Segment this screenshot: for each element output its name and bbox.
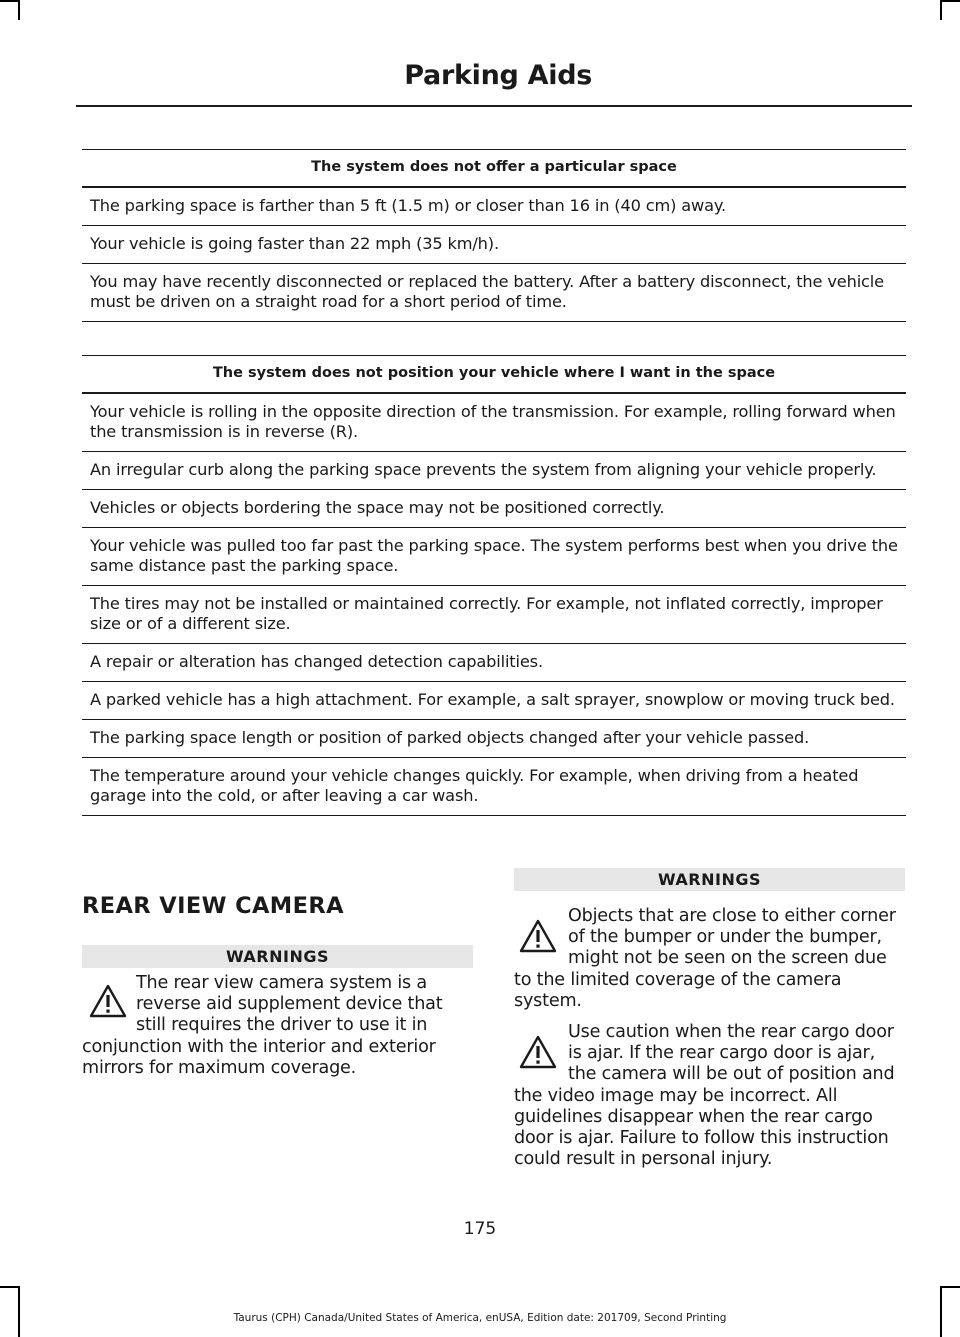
warning-text: Objects that are close to either corner of the bumper or under the bumper, might not be seen on the screen due to the limited coverage of the camera system. [514, 906, 896, 1011]
table-heading: The system does not offer a particular space [82, 150, 906, 188]
crop-mark [0, 1286, 20, 1288]
table-heading: The system does not position your vehicle where I want in the space [82, 356, 906, 394]
warning-item [514, 906, 906, 1012]
table-cell: A parked vehicle has a high attachment. For example, a salt sprayer, snowplow or moving truck bed. [82, 682, 906, 720]
table-cell: Your vehicle is rolling in the opposite direction of the transmission. For example, rolling forward when the transmission is in reverse (R). [90, 402, 896, 441]
table-row [82, 393, 906, 452]
footer-edition-info: Taurus (CPH) Canada/United States of America, enUSA, Edition date: 201709, Second Printing [233, 1312, 727, 1324]
table-row [82, 187, 906, 226]
warning-triangle-icon [518, 918, 558, 954]
warning-text-body: The rear view camera system is a reverse aid supplement device that still requires the driver to use it in conjunction with the interior and exterior mirrors for maximum coverage. [82, 973, 443, 1078]
table-cell: Vehicles or objects bordering the space may not be positioned correctly. [82, 490, 906, 528]
page-title: Parking Aids [404, 60, 592, 91]
warnings-label: WARNINGS [82, 945, 473, 968]
warning-item [514, 1022, 906, 1170]
table-row [82, 264, 906, 322]
page-number: 175 [463, 1219, 497, 1239]
crop-mark [940, 1286, 960, 1288]
table-row [82, 452, 906, 490]
table-no-space-offered [82, 149, 906, 322]
table-positioning-issues [82, 355, 906, 816]
table-row [82, 758, 906, 816]
section-heading-rear-view-camera: REAR VIEW CAMERA [82, 893, 344, 919]
table-row [82, 528, 906, 586]
warnings-label: WARNINGS [514, 868, 905, 891]
crop-mark [940, 0, 942, 20]
warning-text [82, 973, 474, 1079]
warning-triangle-icon [518, 1034, 558, 1070]
table-cell: Your vehicle is going faster than 22 mph (35 km/h). [82, 226, 906, 264]
crop-mark [0, 0, 20, 2]
title-rule [76, 105, 912, 107]
crop-mark [940, 0, 960, 2]
table-cell: The temperature around your vehicle changes quickly. For example, when driving from a heated garage into the cold, or after leaving a car wash. [82, 758, 906, 816]
table-row [82, 720, 906, 758]
crop-mark [18, 0, 20, 20]
table-cell: You may have recently disconnected or replaced the battery. After a battery disconnect, the vehicle must be driven on a straight road for a short period of time. [82, 264, 906, 322]
warning-item [82, 973, 474, 1079]
table-cell: The parking space is farther than 5 ft (1.5 m) or closer than 16 in (40 cm) away. [90, 196, 727, 215]
warning-text: Use caution when the rear cargo door is ajar. If the rear cargo door is ajar, the camera will be out of position and the video image may be incorrect. All guidelines disappear when the rear cargo door is ajar. Failure to follow this instruction could result in personal injury. [514, 1022, 895, 1170]
table-row [82, 586, 906, 644]
table-row [82, 226, 906, 264]
table-row [82, 682, 906, 720]
table-cell: The parking space length or position of parked objects changed after your vehicle passed. [82, 720, 906, 758]
table-cell: An irregular curb along the parking space prevents the system from aligning your vehicle properly. [82, 452, 906, 490]
table-cell: A repair or alteration has changed detection capabilities. [82, 644, 906, 682]
table-row [82, 490, 906, 528]
warning-triangle-icon [88, 983, 128, 1019]
table-row [82, 644, 906, 682]
table-cell: The tires may not be installed or maintained correctly. For example, not inflated correctly, improper size or of a different size. [82, 586, 906, 644]
table-cell: Your vehicle was pulled too far past the parking space. The system performs best when you drive the same distance past the parking space. [82, 528, 906, 586]
